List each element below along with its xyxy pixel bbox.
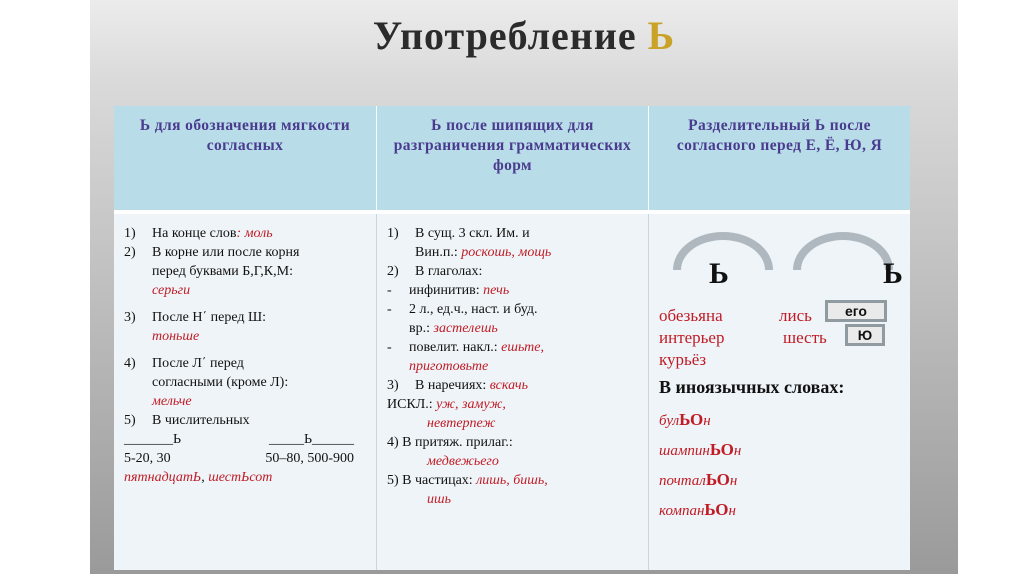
list-item: 2) В корне или после корня перед буквами Б,Г,К,М: серьги — [124, 245, 300, 298]
foreign-word: компанЬОн — [659, 500, 736, 519]
word-example: лись — [779, 306, 812, 325]
list-item: 4) В притяж. прилаг.: медвежьего — [387, 435, 513, 469]
arc-right — [793, 232, 893, 270]
header-softness: Ь для обозначения мягкости согласных — [114, 106, 377, 212]
rules-table — [114, 106, 910, 570]
list-item: 5) В числительных — [124, 413, 250, 428]
separating-content — [659, 224, 904, 564]
list-subitem: - 2 л., ед.ч., наст. и буд. вр.: застелешь — [387, 302, 538, 336]
title-text: Употребление — [372, 13, 648, 58]
word-example: обезьяна — [659, 306, 723, 325]
numeral-examples: пятнадцатЬ, шестЬсот — [124, 470, 273, 485]
col-grammar — [377, 212, 649, 570]
header-separating: Разделительный Ь после согласного перед Е, Ё, Ю, Я — [649, 106, 911, 212]
foreign-word: почталЬОн — [659, 470, 738, 489]
slide-title — [90, 12, 958, 59]
list-item: 1) На конце слов: моль — [124, 226, 273, 241]
header-row — [114, 106, 910, 212]
title-accent: Ь — [647, 13, 676, 58]
list-subitem: - повелит. накл.: ешьте, приготовьте — [387, 340, 544, 374]
foreign-word: шампинЬОн — [659, 440, 742, 459]
foreign-words-title: В иноязычных словах: — [659, 377, 845, 397]
header-grammar: Ь после шипящих для разграничения грамматических форм — [377, 106, 649, 212]
list-item: 2) В глаголах: — [387, 264, 483, 279]
slide — [90, 0, 958, 574]
content-row — [114, 212, 910, 570]
word-example: интерьер — [659, 328, 725, 347]
ending-box: его — [825, 300, 887, 322]
list-item: 1) В сущ. 3 скл. Им. и Вин.п.: роскошь, мощь — [387, 226, 552, 260]
list-subitem: - инфинитив: печь — [387, 283, 510, 298]
numeral-ranges: 5-20, 30 50–80, 500-900 — [124, 451, 354, 466]
word-example: шесть — [783, 328, 827, 347]
list-item: 5) В частицах: лишь, бишь, ишь — [387, 473, 548, 507]
ending-box: Ю — [845, 324, 885, 346]
list-item: 3) В наречиях: вскачь — [387, 378, 528, 393]
foreign-word: булЬОн — [659, 410, 711, 429]
numeral-blanks: _______Ь _____Ь______ — [124, 432, 354, 447]
exception: ИСКЛ.: уж, замуж, невтерпеж — [387, 397, 506, 431]
list-item: 3) После Н΄ перед Ш: тоньше — [124, 310, 267, 344]
list-item: 4) После Л΄ перед согласными (кроме Л): мельче — [124, 356, 289, 409]
word-example: курьёз — [659, 350, 707, 369]
soft-sign-left: Ь — [709, 257, 729, 290]
col-softness — [114, 212, 377, 570]
soft-sign-right: Ь — [883, 257, 903, 290]
col-separating — [649, 212, 911, 570]
